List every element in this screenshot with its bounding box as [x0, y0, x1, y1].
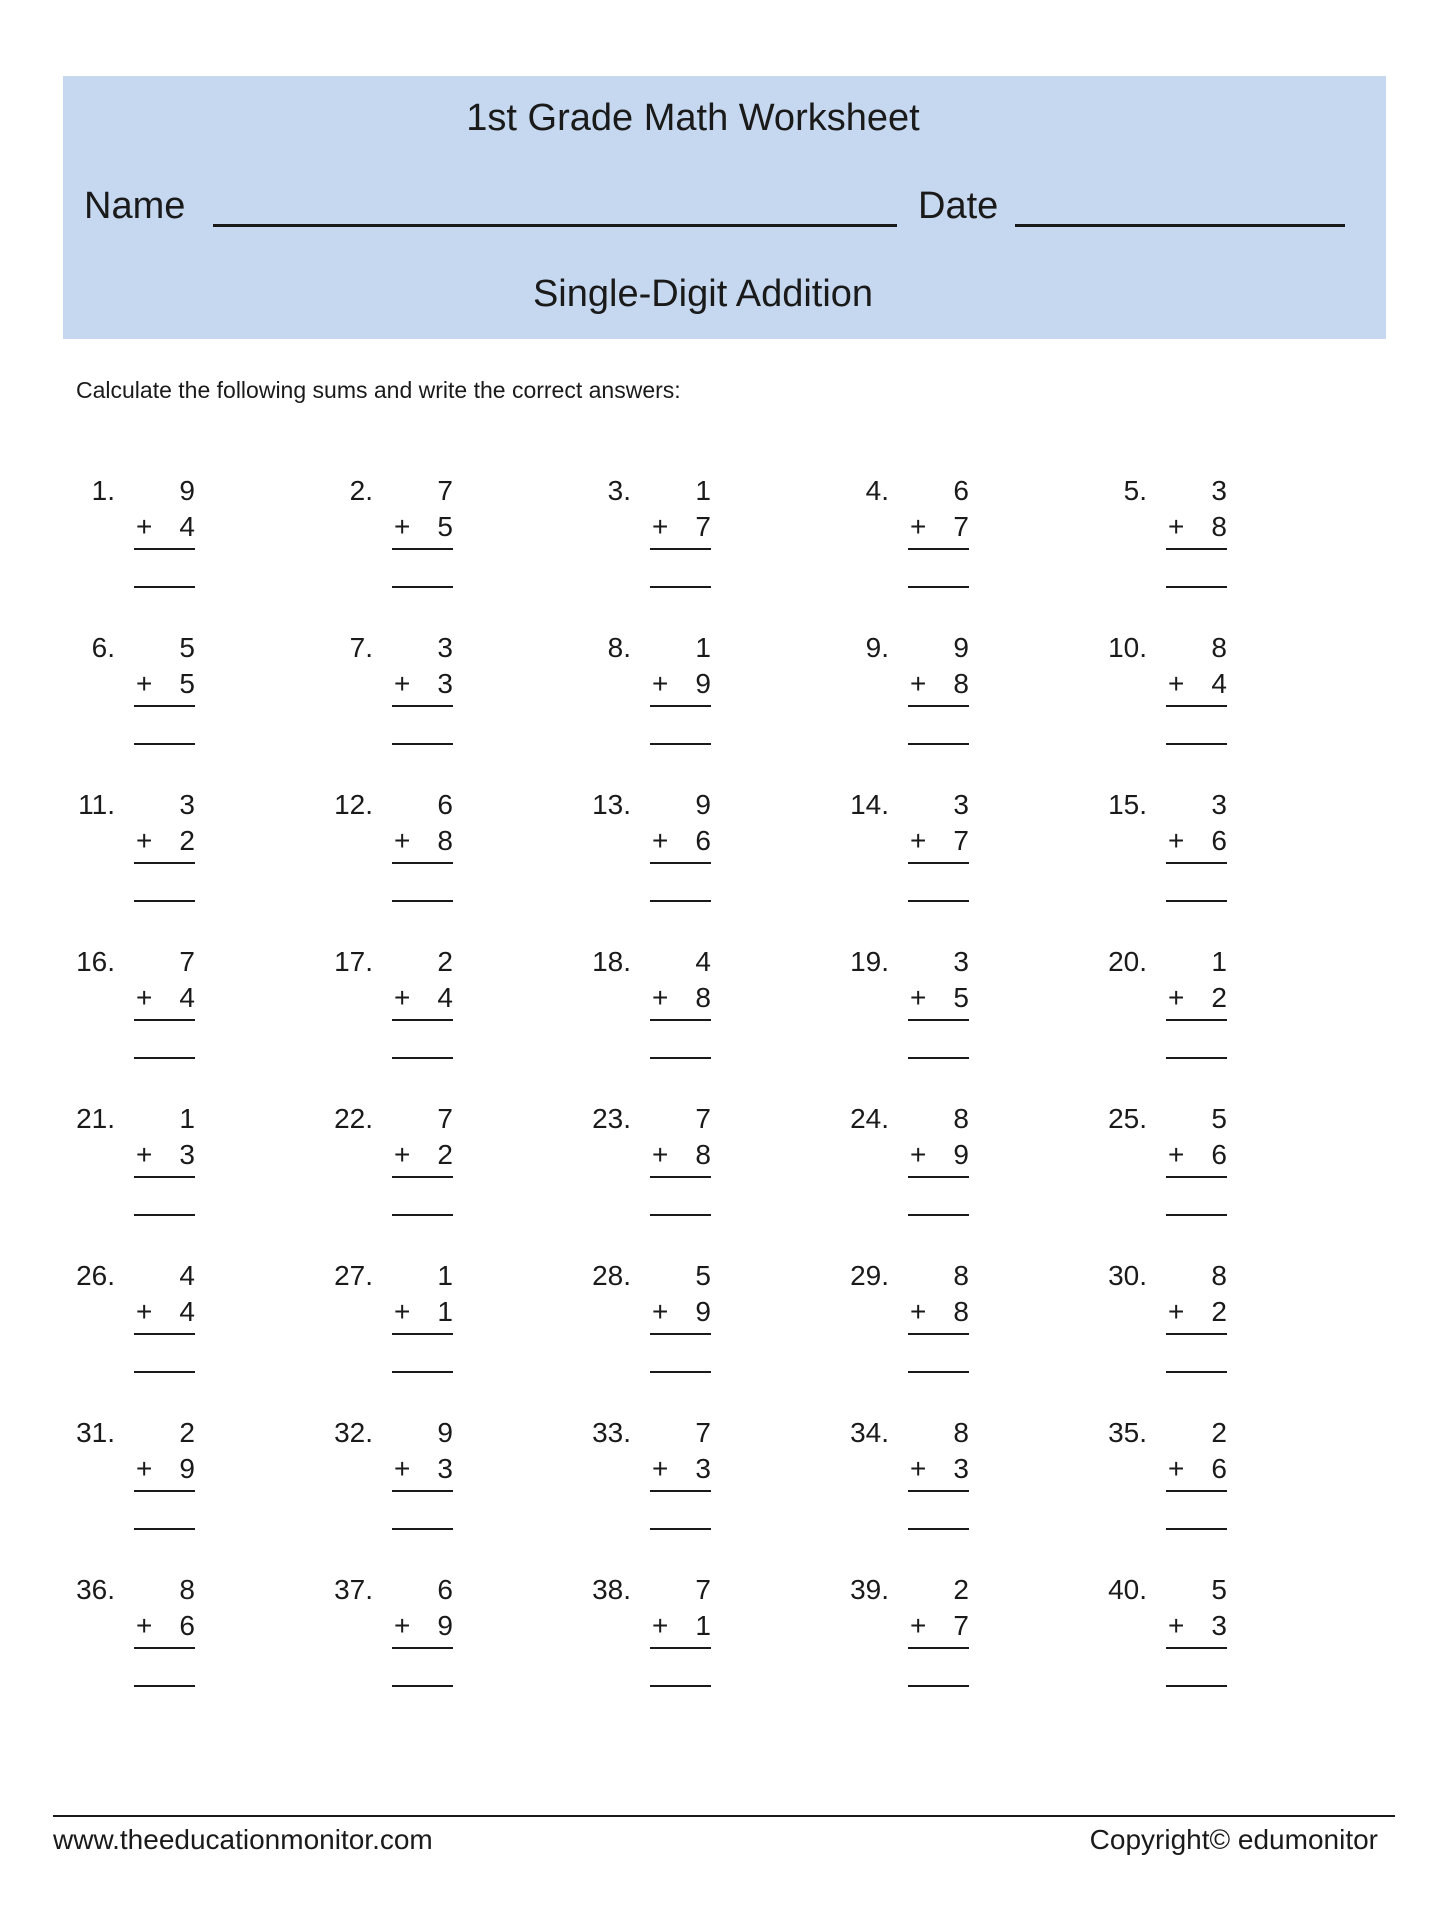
problem-number: 5.: [1123, 475, 1147, 506]
answer-line: [650, 1057, 711, 1059]
answer-line: [908, 1685, 969, 1687]
sum-rule: [134, 1333, 195, 1335]
addition-problem: [258, 1416, 458, 1536]
problem-number: 18.: [592, 946, 631, 977]
plus-sign: +: [1168, 1610, 1185, 1641]
top-addend: 1: [437, 1260, 453, 1291]
sum-rule: [650, 1490, 711, 1492]
plus-sign: +: [394, 1296, 411, 1327]
bottom-addend: 9: [179, 1453, 195, 1484]
problem-number: 29.: [850, 1260, 889, 1291]
top-addend: 2: [437, 946, 453, 977]
problem-number: 1.: [91, 475, 115, 506]
top-addend: 6: [437, 789, 453, 820]
bottom-addend: 5: [437, 511, 453, 542]
bottom-addend: 9: [695, 1296, 711, 1327]
sum-rule: [134, 1176, 195, 1178]
top-addend: 3: [953, 946, 969, 977]
addition-problem: [0, 1102, 200, 1222]
problem-number: 40.: [1108, 1574, 1147, 1605]
problem-number: 36.: [76, 1574, 115, 1605]
bottom-addend: 9: [953, 1139, 969, 1170]
top-addend: 5: [1211, 1103, 1227, 1134]
plus-sign: +: [652, 982, 669, 1013]
worksheet-title: 1st Grade Math Worksheet: [466, 97, 920, 139]
sum-rule: [908, 1333, 969, 1335]
problem-number: 19.: [850, 946, 889, 977]
problem-number: 39.: [850, 1574, 889, 1605]
bottom-addend: 5: [953, 982, 969, 1013]
worksheet-subtitle: Single-Digit Addition: [532, 273, 874, 315]
problem-number: 4.: [865, 475, 889, 506]
answer-line: [908, 1214, 969, 1216]
problem-number: 6.: [91, 632, 115, 663]
answer-line: [1166, 1685, 1227, 1687]
sum-rule: [392, 862, 453, 864]
top-addend: 3: [1211, 475, 1227, 506]
answer-line: [908, 1057, 969, 1059]
problem-number: 3.: [607, 475, 631, 506]
plus-sign: +: [394, 1139, 411, 1170]
top-addend: 7: [695, 1417, 711, 1448]
sum-rule: [392, 1333, 453, 1335]
sum-rule: [650, 1019, 711, 1021]
bottom-addend: 6: [1211, 1453, 1227, 1484]
sum-rule: [650, 548, 711, 550]
addition-problem: [516, 474, 716, 594]
problem-number: 34.: [850, 1417, 889, 1448]
plus-sign: +: [910, 825, 927, 856]
plus-sign: +: [136, 1296, 153, 1327]
top-addend: 3: [953, 789, 969, 820]
answer-line: [392, 743, 453, 745]
addition-problem: [774, 788, 974, 908]
bottom-addend: 9: [437, 1610, 453, 1641]
bottom-addend: 6: [1211, 1139, 1227, 1170]
problem-number: 7.: [349, 632, 373, 663]
answer-line: [134, 1057, 195, 1059]
plus-sign: +: [910, 1296, 927, 1327]
answer-line: [650, 1685, 711, 1687]
answer-line: [134, 1371, 195, 1373]
addition-problem: [258, 1102, 458, 1222]
addition-problem: [0, 474, 200, 594]
answer-line: [1166, 1057, 1227, 1059]
answer-line: [650, 900, 711, 902]
addition-problem: [258, 1573, 458, 1693]
addition-problem: [1032, 1102, 1232, 1222]
problem-number: 30.: [1108, 1260, 1147, 1291]
answer-line: [908, 586, 969, 588]
sum-rule: [134, 1019, 195, 1021]
sum-rule: [908, 1490, 969, 1492]
answer-line: [1166, 743, 1227, 745]
top-addend: 8: [1211, 632, 1227, 663]
bottom-addend: 7: [953, 1610, 969, 1641]
addition-problem: [1032, 631, 1232, 751]
bottom-addend: 4: [179, 511, 195, 542]
answer-line: [392, 1214, 453, 1216]
top-addend: 9: [179, 475, 195, 506]
addition-problem: [0, 1259, 200, 1379]
top-addend: 7: [695, 1574, 711, 1605]
top-addend: 3: [179, 789, 195, 820]
problem-number: 11.: [78, 789, 115, 820]
bottom-addend: 3: [695, 1453, 711, 1484]
answer-line: [908, 900, 969, 902]
answer-line: [134, 900, 195, 902]
sum-rule: [650, 1333, 711, 1335]
plus-sign: +: [652, 511, 669, 542]
plus-sign: +: [136, 511, 153, 542]
top-addend: 3: [1211, 789, 1227, 820]
answer-line: [650, 1214, 711, 1216]
top-addend: 8: [953, 1260, 969, 1291]
bottom-addend: 7: [695, 511, 711, 542]
sum-rule: [908, 1019, 969, 1021]
problem-number: 2.: [349, 475, 373, 506]
problem-number: 37.: [334, 1574, 373, 1605]
plus-sign: +: [652, 1296, 669, 1327]
top-addend: 7: [179, 946, 195, 977]
plus-sign: +: [1168, 1296, 1185, 1327]
bottom-addend: 3: [1211, 1610, 1227, 1641]
answer-line: [134, 1685, 195, 1687]
bottom-addend: 8: [695, 1139, 711, 1170]
problem-number: 13.: [592, 789, 631, 820]
plus-sign: +: [394, 1453, 411, 1484]
top-addend: 2: [953, 1574, 969, 1605]
answer-line: [134, 1214, 195, 1216]
bottom-addend: 6: [1211, 825, 1227, 856]
answer-line: [392, 1371, 453, 1373]
plus-sign: +: [136, 668, 153, 699]
answer-line: [650, 743, 711, 745]
top-addend: 4: [695, 946, 711, 977]
bottom-addend: 8: [437, 825, 453, 856]
answer-line: [650, 1371, 711, 1373]
sum-rule: [134, 1647, 195, 1649]
addition-problem: [1032, 1416, 1232, 1536]
addition-problem: [258, 1259, 458, 1379]
top-addend: 1: [695, 632, 711, 663]
sum-rule: [1166, 1019, 1227, 1021]
sum-rule: [650, 705, 711, 707]
top-addend: 5: [1211, 1574, 1227, 1605]
plus-sign: +: [394, 511, 411, 542]
bottom-addend: 1: [695, 1610, 711, 1641]
addition-problem: [516, 788, 716, 908]
plus-sign: +: [394, 1610, 411, 1641]
problem-number: 15.: [1108, 789, 1147, 820]
bottom-addend: 8: [1211, 511, 1227, 542]
bottom-addend: 6: [695, 825, 711, 856]
sum-rule: [650, 862, 711, 864]
problem-number: 28.: [592, 1260, 631, 1291]
problem-number: 24.: [850, 1103, 889, 1134]
answer-line: [392, 900, 453, 902]
addition-problem: [1032, 1573, 1232, 1693]
top-addend: 1: [1211, 946, 1227, 977]
plus-sign: +: [910, 1610, 927, 1641]
answer-line: [134, 1528, 195, 1530]
top-addend: 1: [179, 1103, 195, 1134]
sum-rule: [908, 1176, 969, 1178]
addition-problem: [516, 631, 716, 751]
bottom-addend: 2: [1211, 982, 1227, 1013]
addition-problem: [0, 945, 200, 1065]
plus-sign: +: [1168, 1139, 1185, 1170]
bottom-addend: 3: [437, 1453, 453, 1484]
addition-problem: [258, 631, 458, 751]
problem-number: 21.: [76, 1103, 115, 1134]
answer-line: [392, 1057, 453, 1059]
sum-rule: [134, 1490, 195, 1492]
addition-problem: [774, 1573, 974, 1693]
plus-sign: +: [394, 825, 411, 856]
top-addend: 7: [695, 1103, 711, 1134]
date-label: Date: [918, 185, 999, 227]
addition-problem: [1032, 1259, 1232, 1379]
footer-divider: [53, 1815, 1395, 1817]
problem-number: 12.: [334, 789, 373, 820]
instructions-text: Calculate the following sums and write the correct answers:: [76, 377, 681, 403]
bottom-addend: 7: [953, 825, 969, 856]
addition-problem: [516, 1102, 716, 1222]
plus-sign: +: [136, 1453, 153, 1484]
addition-problem: [516, 1259, 716, 1379]
top-addend: 9: [695, 789, 711, 820]
problem-number: 14.: [850, 789, 889, 820]
plus-sign: +: [394, 982, 411, 1013]
plus-sign: +: [1168, 511, 1185, 542]
problem-number: 23.: [592, 1103, 631, 1134]
bottom-addend: 4: [1211, 668, 1227, 699]
plus-sign: +: [652, 825, 669, 856]
sum-rule: [1166, 548, 1227, 550]
addition-problem: [774, 1416, 974, 1536]
problem-number: 20.: [1108, 946, 1147, 977]
answer-line: [1166, 1528, 1227, 1530]
bottom-addend: 2: [1211, 1296, 1227, 1327]
top-addend: 5: [695, 1260, 711, 1291]
bottom-addend: 4: [437, 982, 453, 1013]
sum-rule: [1166, 1490, 1227, 1492]
bottom-addend: 3: [437, 668, 453, 699]
plus-sign: +: [136, 825, 153, 856]
answer-line: [1166, 1214, 1227, 1216]
bottom-addend: 2: [179, 825, 195, 856]
problem-number: 31.: [76, 1417, 115, 1448]
footer-copyright: Copyright© edumonitor: [1089, 1824, 1378, 1855]
plus-sign: +: [652, 668, 669, 699]
plus-sign: +: [910, 982, 927, 1013]
answer-line: [134, 586, 195, 588]
bottom-addend: 2: [437, 1139, 453, 1170]
bottom-addend: 4: [179, 982, 195, 1013]
answer-line: [392, 1528, 453, 1530]
bottom-addend: 9: [695, 668, 711, 699]
addition-problem: [774, 1102, 974, 1222]
bottom-addend: 8: [953, 668, 969, 699]
answer-line: [908, 743, 969, 745]
answer-line: [392, 586, 453, 588]
plus-sign: +: [1168, 825, 1185, 856]
sum-rule: [650, 1647, 711, 1649]
problem-number: 33.: [592, 1417, 631, 1448]
sum-rule: [908, 548, 969, 550]
top-addend: 4: [179, 1260, 195, 1291]
top-addend: 9: [437, 1417, 453, 1448]
plus-sign: +: [136, 1139, 153, 1170]
bottom-addend: 4: [179, 1296, 195, 1327]
addition-problem: [0, 1416, 200, 1536]
bottom-addend: 6: [179, 1610, 195, 1641]
addition-problem: [774, 1259, 974, 1379]
plus-sign: +: [1168, 668, 1185, 699]
top-addend: 2: [1211, 1417, 1227, 1448]
bottom-addend: 8: [953, 1296, 969, 1327]
problem-number: 10.: [1108, 632, 1147, 663]
bottom-addend: 8: [695, 982, 711, 1013]
answer-line: [392, 1685, 453, 1687]
addition-problem: [1032, 788, 1232, 908]
answer-line: [1166, 586, 1227, 588]
addition-problem: [258, 474, 458, 594]
bottom-addend: 3: [953, 1453, 969, 1484]
bottom-addend: 3: [179, 1139, 195, 1170]
plus-sign: +: [394, 668, 411, 699]
sum-rule: [908, 862, 969, 864]
plus-sign: +: [910, 1453, 927, 1484]
plus-sign: +: [136, 1610, 153, 1641]
problem-number: 16.: [76, 946, 115, 977]
problem-number: 25.: [1108, 1103, 1147, 1134]
top-addend: 3: [437, 632, 453, 663]
addition-problem: [0, 1573, 200, 1693]
bottom-addend: 1: [437, 1296, 453, 1327]
top-addend: 5: [179, 632, 195, 663]
problem-number: 27.: [334, 1260, 373, 1291]
sum-rule: [392, 1490, 453, 1492]
sum-rule: [1166, 862, 1227, 864]
answer-line: [1166, 900, 1227, 902]
problem-number: 22.: [334, 1103, 373, 1134]
addition-problem: [0, 788, 200, 908]
plus-sign: +: [136, 982, 153, 1013]
plus-sign: +: [1168, 982, 1185, 1013]
sum-rule: [392, 705, 453, 707]
sum-rule: [908, 705, 969, 707]
problem-number: 8.: [607, 632, 631, 663]
answer-line: [1166, 1371, 1227, 1373]
sum-rule: [1166, 1333, 1227, 1335]
plus-sign: +: [652, 1139, 669, 1170]
top-addend: 9: [953, 632, 969, 663]
top-addend: 8: [953, 1417, 969, 1448]
addition-problem: [0, 631, 200, 751]
sum-rule: [908, 1647, 969, 1649]
sum-rule: [1166, 705, 1227, 707]
sum-rule: [134, 862, 195, 864]
plus-sign: +: [652, 1453, 669, 1484]
name-label: Name: [84, 185, 186, 227]
sum-rule: [1166, 1647, 1227, 1649]
sum-rule: [392, 548, 453, 550]
sum-rule: [650, 1176, 711, 1178]
sum-rule: [392, 1019, 453, 1021]
top-addend: 1: [695, 475, 711, 506]
top-addend: 8: [953, 1103, 969, 1134]
top-addend: 2: [179, 1417, 195, 1448]
sum-rule: [1166, 1176, 1227, 1178]
plus-sign: +: [910, 511, 927, 542]
answer-line: [650, 1528, 711, 1530]
addition-problem: [1032, 945, 1232, 1065]
addition-problem: [516, 945, 716, 1065]
plus-sign: +: [1168, 1453, 1185, 1484]
addition-problem: [258, 945, 458, 1065]
problem-number: 26.: [76, 1260, 115, 1291]
addition-problem: [516, 1573, 716, 1693]
answer-line: [134, 743, 195, 745]
problem-number: 32.: [334, 1417, 373, 1448]
top-addend: 7: [437, 475, 453, 506]
answer-line: [908, 1371, 969, 1373]
top-addend: 6: [437, 1574, 453, 1605]
problem-number: 17.: [334, 946, 373, 977]
sum-rule: [392, 1176, 453, 1178]
bottom-addend: 5: [179, 668, 195, 699]
problem-number: 38.: [592, 1574, 631, 1605]
top-addend: 7: [437, 1103, 453, 1134]
answer-line: [908, 1528, 969, 1530]
addition-problem: [774, 631, 974, 751]
addition-problem: [258, 788, 458, 908]
problem-number: 9.: [865, 632, 889, 663]
plus-sign: +: [652, 1610, 669, 1641]
top-addend: 6: [953, 475, 969, 506]
addition-problem: [516, 1416, 716, 1536]
answer-line: [650, 586, 711, 588]
sum-rule: [134, 548, 195, 550]
addition-problem: [774, 474, 974, 594]
bottom-addend: 7: [953, 511, 969, 542]
top-addend: 8: [179, 1574, 195, 1605]
sum-rule: [392, 1647, 453, 1649]
footer-website: www.theeducationmonitor.com: [53, 1824, 433, 1855]
top-addend: 8: [1211, 1260, 1227, 1291]
plus-sign: +: [910, 1139, 927, 1170]
addition-problem: [774, 945, 974, 1065]
addition-problem: [1032, 474, 1232, 594]
problem-number: 35.: [1108, 1417, 1147, 1448]
plus-sign: +: [910, 668, 927, 699]
sum-rule: [134, 705, 195, 707]
